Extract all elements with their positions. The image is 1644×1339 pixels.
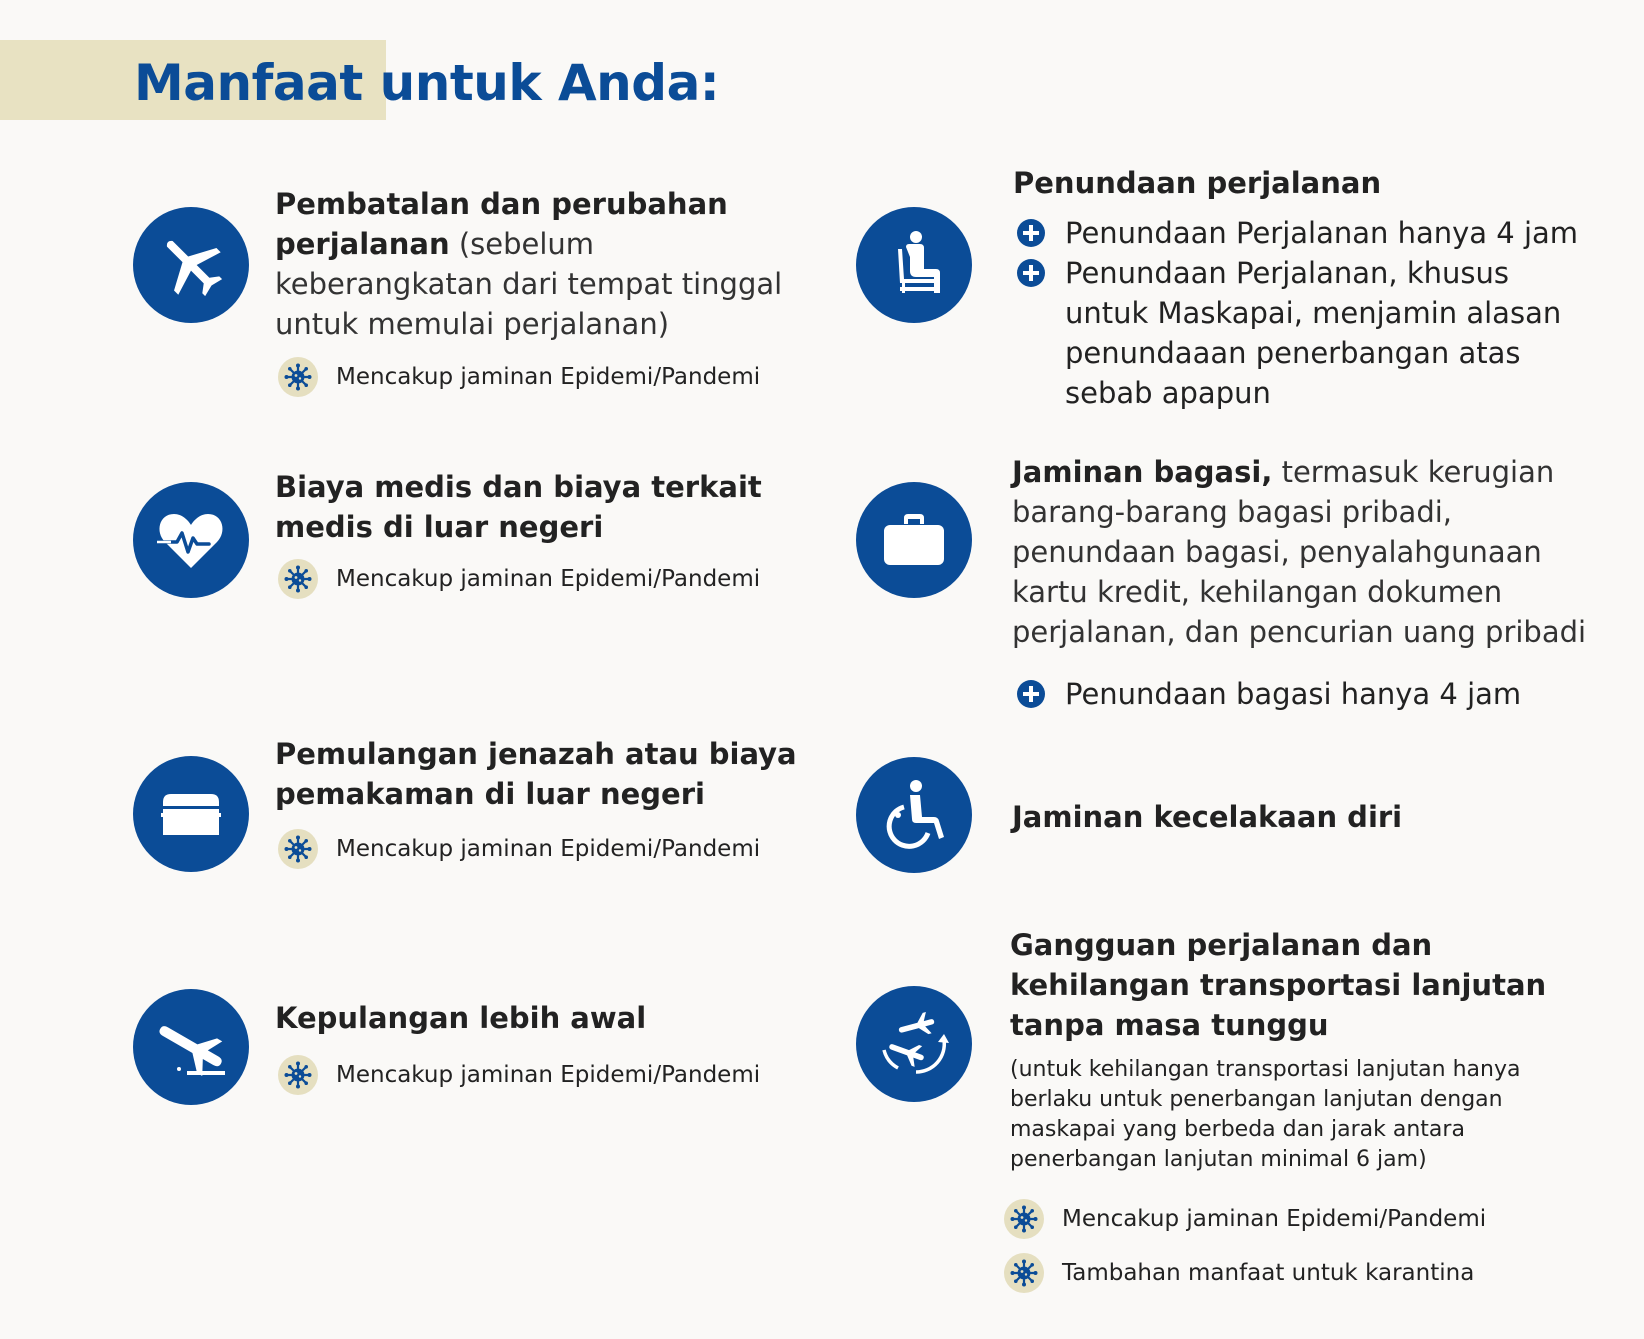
pandemic-label: Mencakup jaminan Epidemi/Pandemi xyxy=(336,836,761,862)
disruption-note: (untuk kehilangan transportasi lanjutan hanya berlaku untuk penerbangan lanjutan dengan maskapai yang berbeda dan jarak antara penerbangan lanjutan minimal 6 jam) xyxy=(1010,1057,1521,1172)
virus-icon xyxy=(278,829,318,869)
plane-landing-icon xyxy=(153,1009,229,1085)
delay-point xyxy=(1017,213,1597,253)
plane-cycle-icon-circle xyxy=(856,986,972,1102)
airplane-icon xyxy=(153,227,229,303)
airplane-icon-circle xyxy=(133,207,249,323)
benefit-description: (sebelum keberangkatan dari tempat tinggal untuk memulai perjalanan) xyxy=(275,227,783,341)
coffin-icon-circle xyxy=(133,756,249,872)
wheelchair-icon-circle xyxy=(856,757,972,873)
page-title: Manfaat untuk Anda: xyxy=(134,54,720,112)
pandemic-label: Mencakup jaminan Epidemi/Pandemi xyxy=(336,566,761,592)
plane-landing-icon-circle xyxy=(133,989,249,1105)
pandemic-label: Mencakup jaminan Epidemi/Pandemi xyxy=(1062,1206,1487,1232)
benefit-travel-delay-title xyxy=(1013,163,1613,203)
virus-icon xyxy=(1004,1199,1044,1239)
benefit-trip-cancellation xyxy=(275,184,815,344)
pandemic-label: Mencakup jaminan Epidemi/Pandemi xyxy=(336,1062,761,1088)
quarantine-label: Tambahan manfaat untuk karantina xyxy=(1062,1260,1475,1286)
wheelchair-icon xyxy=(876,777,952,853)
pandemic-badge xyxy=(278,1055,760,1095)
benefit-description: termasuk kerugian barang-barang bagasi pribadi, penundaan bagasi, penyalahgunaan kartu kredit, kehilangan dokumen perjalanan, dan pencurian uang pribadi xyxy=(1012,455,1587,649)
heart-pulse-icon-circle xyxy=(133,482,249,598)
virus-icon xyxy=(278,357,318,397)
benefit-baggage xyxy=(1012,452,1602,652)
pandemic-badge xyxy=(278,829,760,869)
benefit-title: Jaminan kecelakaan diri xyxy=(1012,800,1403,834)
plus-icon xyxy=(1017,680,1045,708)
benefit-title: Pembatalan dan perubahan perjalanan xyxy=(275,187,728,261)
pandemic-badge xyxy=(1004,1199,1486,1239)
benefit-title: Jaminan bagasi, xyxy=(1012,455,1273,489)
pandemic-badge xyxy=(278,357,760,397)
benefit-early-return xyxy=(275,998,775,1038)
benefit-repatriation xyxy=(275,734,815,814)
baggage-point xyxy=(1017,674,1597,714)
pandemic-badge xyxy=(278,559,760,599)
coffin-icon xyxy=(153,776,229,852)
heart-pulse-icon xyxy=(153,502,229,578)
quarantine-badge xyxy=(1004,1253,1474,1293)
baggage-point-text: Penundaan bagasi hanya 4 jam xyxy=(1065,677,1522,711)
plus-icon xyxy=(1017,259,1045,287)
suitcase-icon-circle xyxy=(856,482,972,598)
plane-cycle-icon xyxy=(876,1006,952,1082)
delay-point xyxy=(1017,253,1597,413)
benefit-personal-accident xyxy=(1012,797,1602,837)
plus-icon xyxy=(1017,219,1045,247)
benefit-title: Gangguan perjalanan dan kehilangan transportasi lanjutan tanpa masa tunggu xyxy=(1010,928,1547,1042)
virus-icon xyxy=(278,1055,318,1095)
pandemic-label: Mencakup jaminan Epidemi/Pandemi xyxy=(336,364,761,390)
benefit-trip-disruption xyxy=(1010,925,1570,1045)
benefit-medical xyxy=(275,467,775,547)
benefit-title: Biaya medis dan biaya terkait medis di luar negeri xyxy=(275,470,762,544)
benefit-title: Pemulangan jenazah atau biaya pemakaman di luar negeri xyxy=(275,737,797,811)
suitcase-icon xyxy=(876,502,952,578)
delay-point-text: Penundaan Perjalanan, khusus untuk Maskapai, menjamin alasan penundaaan penerbangan atas sebab apapun xyxy=(1065,256,1562,410)
virus-icon xyxy=(278,559,318,599)
benefit-title: Penundaan perjalanan xyxy=(1013,166,1382,200)
delay-point-text: Penundaan Perjalanan hanya 4 jam xyxy=(1065,216,1579,250)
virus-icon xyxy=(1004,1253,1044,1293)
waiting-person-icon xyxy=(876,227,952,303)
benefit-title: Kepulangan lebih awal xyxy=(275,1001,647,1035)
waiting-person-icon-circle xyxy=(856,207,972,323)
